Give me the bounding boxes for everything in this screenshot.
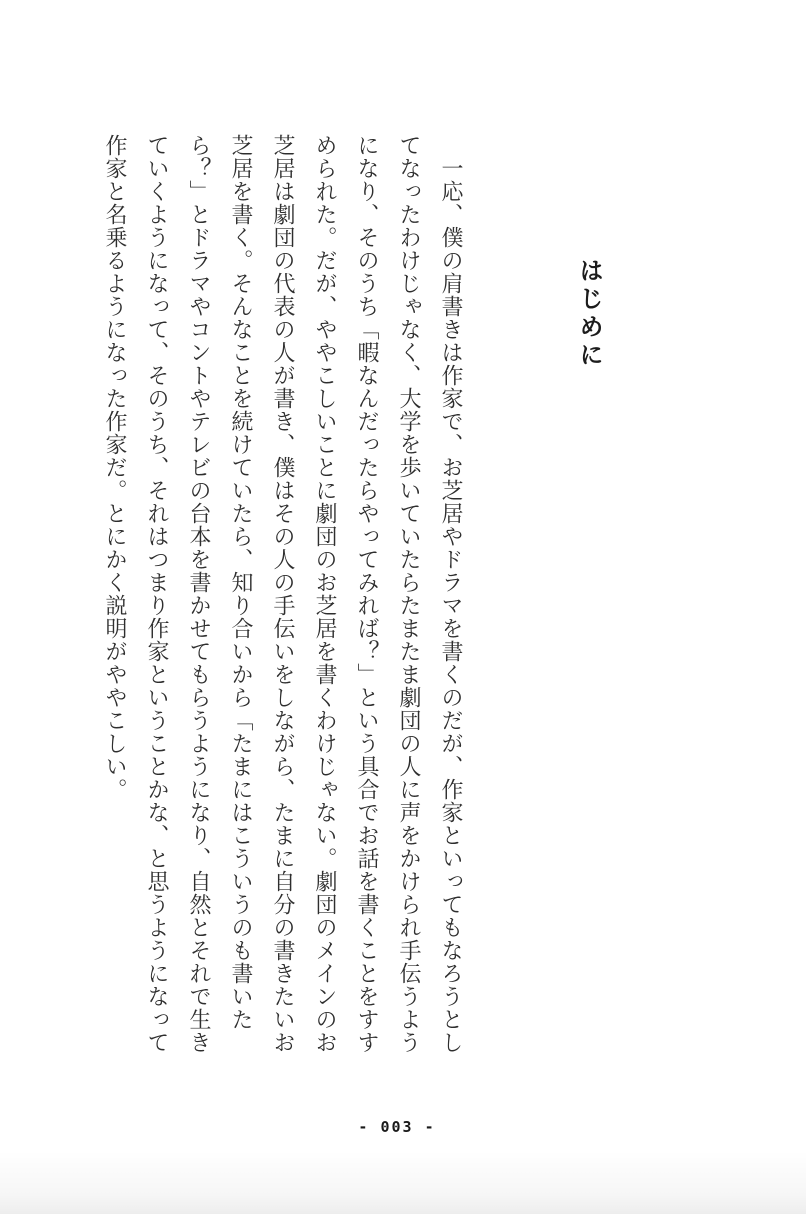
body-text-block <box>93 134 471 1066</box>
body-text-line: 芝居を書く。そんなことを続けていたら、知り合いから「たまにはこういうのも書いた <box>228 134 253 1031</box>
body-text-line: てなったわけじゃなく、大学を歩いていたらたまたま劇団の人に声をかけられ手伝うよう <box>396 134 421 1054</box>
chapter-heading: はじめに <box>575 258 604 370</box>
body-text-line: められた。だが、ややこしいことに劇団のお芝居を書くわけじゃない。劇団のメインのお <box>312 134 337 1054</box>
body-text-line: ていくようになって、そのうち、それはつまり作家ということかな、と思うようになって <box>144 134 169 1054</box>
body-text-line: ら？」とドラマやコントやテレビの台本を書かせてもらうようになり、自然とそれで生き <box>186 134 211 1054</box>
body-text-line: 作家と名乗るようになった作家だ。とにかく説明がややこしい。 <box>102 134 127 801</box>
body-text-line: 一応、僕の肩書きは作家で、お芝居やドラマを書くのだが、作家といってもなろうとし <box>438 134 463 1054</box>
page-bottom-shadow <box>0 1150 806 1214</box>
page-number: - 003 - <box>358 1118 436 1136</box>
body-text-line: になり、そのうち「暇なんだったらやってみれば？」という具合でお話を書くことをすす <box>354 134 379 1054</box>
body-text-line: 芝居は劇団の代表の人が書き、僕はその人の手伝いをしながら、たまに自分の書きたいお <box>270 134 295 1054</box>
